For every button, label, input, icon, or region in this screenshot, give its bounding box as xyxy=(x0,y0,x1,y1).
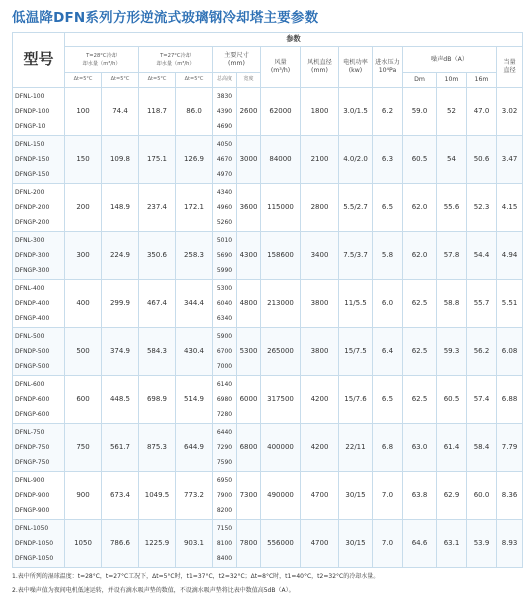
motor-cell: 15/7.6 xyxy=(339,376,373,424)
flow-cell: 200 xyxy=(65,184,102,232)
flow-cell: 500 xyxy=(65,328,102,376)
model-name: DFNDP-400 xyxy=(15,300,50,307)
air-header: 风量 (m³/h) xyxy=(261,47,301,88)
diam-cell: 4.94 xyxy=(497,232,523,280)
dm-cell: 62.5 xyxy=(403,280,437,328)
model-name: DFNL-750 xyxy=(15,429,45,436)
diam-cell: 8.93 xyxy=(497,520,523,568)
flow-b-header: T=27°C冷却 却水量（m³/h） xyxy=(139,47,213,73)
fan-cell: 4700 xyxy=(301,520,339,568)
model-name: DFNDP-900 xyxy=(15,492,50,499)
flow-cell: 86.0 xyxy=(176,88,213,136)
model-cell xyxy=(13,472,65,520)
flow-cell: 74.4 xyxy=(102,88,139,136)
dm-cell: 63.0 xyxy=(403,424,437,472)
height-value: 5300 xyxy=(216,285,233,292)
flow-cell: 514.9 xyxy=(176,376,213,424)
flow-cell: 773.2 xyxy=(176,472,213,520)
flow-cell: 1050 xyxy=(65,520,102,568)
air-cell: 84000 xyxy=(261,136,301,184)
motor-cell: 3.0/1.5 xyxy=(339,88,373,136)
motor-cell: 30/15 xyxy=(339,520,373,568)
m10-cell: 60.5 xyxy=(437,376,467,424)
width-cell: 5300 xyxy=(237,328,261,376)
flow-cell: 644.9 xyxy=(176,424,213,472)
motor-header: 电机功率 (kw) xyxy=(339,47,373,88)
width-cell: 4300 xyxy=(237,232,261,280)
params-header: 参数 xyxy=(65,33,523,47)
height-cell xyxy=(213,424,237,472)
width-cell: 3000 xyxy=(237,136,261,184)
height-cell xyxy=(213,88,237,136)
noise-16m-header: 16m xyxy=(467,73,497,88)
dm-cell: 63.8 xyxy=(403,472,437,520)
flow-cell: 118.7 xyxy=(139,88,176,136)
pressure-cell: 6.5 xyxy=(373,376,403,424)
m10-cell: 55.6 xyxy=(437,184,467,232)
table-row xyxy=(13,184,523,232)
dm-cell: 62.5 xyxy=(403,328,437,376)
dm-cell: 64.6 xyxy=(403,520,437,568)
height-cell xyxy=(213,232,237,280)
table-row xyxy=(13,472,523,520)
fan-cell: 4700 xyxy=(301,472,339,520)
flow-cell: 600 xyxy=(65,376,102,424)
m10-cell: 63.1 xyxy=(437,520,467,568)
motor-cell: 5.5/2.7 xyxy=(339,184,373,232)
flow-cell: 350.6 xyxy=(139,232,176,280)
m16-cell: 55.7 xyxy=(467,280,497,328)
flow-cell: 786.6 xyxy=(102,520,139,568)
air-cell: 213000 xyxy=(261,280,301,328)
height-value: 6980 xyxy=(216,396,233,403)
diam-cell: 4.15 xyxy=(497,184,523,232)
height-value: 7900 xyxy=(216,492,233,499)
height-cell xyxy=(213,376,237,424)
motor-cell: 15/7.5 xyxy=(339,328,373,376)
model-name: DFNDP-300 xyxy=(15,252,50,259)
flow-cell: 109.8 xyxy=(102,136,139,184)
flow-cell: 903.1 xyxy=(176,520,213,568)
diam-cell: 5.51 xyxy=(497,280,523,328)
pressure-cell: 6.8 xyxy=(373,424,403,472)
flow-cell: 561.7 xyxy=(102,424,139,472)
m16-cell: 60.0 xyxy=(467,472,497,520)
table-body xyxy=(13,88,523,568)
height-value: 7290 xyxy=(216,444,233,451)
diam-cell: 6.08 xyxy=(497,328,523,376)
height-value: 7590 xyxy=(216,459,233,466)
air-cell: 490000 xyxy=(261,472,301,520)
width-cell: 6000 xyxy=(237,376,261,424)
model-cell xyxy=(13,88,65,136)
fan-cell: 2100 xyxy=(301,136,339,184)
flow-cell: 344.4 xyxy=(176,280,213,328)
height-cell xyxy=(213,184,237,232)
m10-cell: 52 xyxy=(437,88,467,136)
model-name: DFNL-150 xyxy=(15,141,45,148)
model-name: DFNDP-750 xyxy=(15,444,50,451)
model-cell xyxy=(13,280,65,328)
height-value: 4050 xyxy=(216,141,233,148)
m10-cell: 58.8 xyxy=(437,280,467,328)
fan-cell: 4200 xyxy=(301,376,339,424)
model-name: DFNL-900 xyxy=(15,477,45,484)
pressure-cell: 6.2 xyxy=(373,88,403,136)
diam-cell: 3.02 xyxy=(497,88,523,136)
pressure-cell: 7.0 xyxy=(373,520,403,568)
flow-a-header: T=28°C冷却 却水量（m³/h） xyxy=(65,47,139,73)
width-cell: 4800 xyxy=(237,280,261,328)
dt8-b-header: Δt=5°C xyxy=(176,73,213,88)
dims-header: 主要尺寸 (mm) xyxy=(213,47,261,73)
flow-cell: 300 xyxy=(65,232,102,280)
model-cell xyxy=(13,232,65,280)
motor-cell: 22/11 xyxy=(339,424,373,472)
pressure-cell: 5.8 xyxy=(373,232,403,280)
fan-cell: 1800 xyxy=(301,88,339,136)
fan-header: 风机直径 (mm) xyxy=(301,47,339,88)
height-value: 6140 xyxy=(216,381,233,388)
noise-dm-header: Dm xyxy=(403,73,437,88)
flow-cell: 467.4 xyxy=(139,280,176,328)
height-cell xyxy=(213,520,237,568)
model-name: DFNGP-400 xyxy=(15,315,50,322)
height-value: 7000 xyxy=(216,363,233,370)
height-cell xyxy=(213,328,237,376)
model-cell xyxy=(13,184,65,232)
spec-table xyxy=(12,32,523,568)
width-cell: 3600 xyxy=(237,184,261,232)
height-value: 4960 xyxy=(216,204,233,211)
height-cell xyxy=(213,136,237,184)
motor-cell: 11/5.5 xyxy=(339,280,373,328)
height-value: 7150 xyxy=(216,525,233,532)
m10-cell: 54 xyxy=(437,136,467,184)
air-cell: 556000 xyxy=(261,520,301,568)
flow-cell: 258.3 xyxy=(176,232,213,280)
flow-cell: 698.9 xyxy=(139,376,176,424)
height-value: 5990 xyxy=(216,267,233,274)
height-value: 4390 xyxy=(216,108,233,115)
model-name: DFNGP-600 xyxy=(15,411,50,418)
m16-cell: 50.6 xyxy=(467,136,497,184)
m16-cell: 53.9 xyxy=(467,520,497,568)
dm-cell: 62.0 xyxy=(403,232,437,280)
page-title: 低温降DFN系列方形逆流式玻璃钢冷却塔主要参数 xyxy=(12,10,319,26)
height-value: 6440 xyxy=(216,429,233,436)
table-row xyxy=(13,280,523,328)
m16-cell: 47.0 xyxy=(467,88,497,136)
model-cell xyxy=(13,520,65,568)
model-name: DFNDP-100 xyxy=(15,108,50,115)
table-row xyxy=(13,232,523,280)
model-name: DFNGP-150 xyxy=(15,171,50,178)
width-cell: 7800 xyxy=(237,520,261,568)
flow-cell: 430.4 xyxy=(176,328,213,376)
m16-cell: 54.4 xyxy=(467,232,497,280)
diameter-header: 当量 直径 xyxy=(497,47,523,88)
width-header: 宽度 xyxy=(237,73,261,88)
height-value: 6700 xyxy=(216,348,233,355)
table-row xyxy=(13,520,523,568)
width-cell: 2600 xyxy=(237,88,261,136)
model-name: DFNDP-600 xyxy=(15,396,50,403)
flow-cell: 673.4 xyxy=(102,472,139,520)
flow-cell: 148.9 xyxy=(102,184,139,232)
m16-cell: 52.3 xyxy=(467,184,497,232)
dm-cell: 62.5 xyxy=(403,376,437,424)
dt5-a-header: Δt=5°C xyxy=(65,73,102,88)
air-cell: 400000 xyxy=(261,424,301,472)
model-name: DFNDP-150 xyxy=(15,156,50,163)
motor-cell: 30/15 xyxy=(339,472,373,520)
fan-cell: 3800 xyxy=(301,328,339,376)
dt5-b-header: Δt=5°C xyxy=(139,73,176,88)
height-value: 4690 xyxy=(216,123,233,130)
model-name: DFNGP-750 xyxy=(15,459,50,466)
m10-cell: 61.4 xyxy=(437,424,467,472)
m10-cell: 57.8 xyxy=(437,232,467,280)
model-name: DFNGP-1050 xyxy=(15,555,54,562)
height-value: 7280 xyxy=(216,411,233,418)
fan-cell: 3800 xyxy=(301,280,339,328)
height-header: 总高度 xyxy=(213,73,237,88)
flow-cell: 224.9 xyxy=(102,232,139,280)
model-cell xyxy=(13,328,65,376)
flow-cell: 150 xyxy=(65,136,102,184)
air-cell: 158600 xyxy=(261,232,301,280)
height-value: 4340 xyxy=(216,189,233,196)
air-cell: 265000 xyxy=(261,328,301,376)
dm-cell: 60.5 xyxy=(403,136,437,184)
height-value: 4670 xyxy=(216,156,233,163)
model-name: DFNL-1050 xyxy=(15,525,49,532)
model-name: DFNL-600 xyxy=(15,381,45,388)
motor-cell: 4.0/2.0 xyxy=(339,136,373,184)
model-name: DFNDP-500 xyxy=(15,348,50,355)
model-cell xyxy=(13,376,65,424)
height-value: 8400 xyxy=(216,555,233,562)
dm-cell: 62.0 xyxy=(403,184,437,232)
m16-cell: 58.4 xyxy=(467,424,497,472)
model-name: DFNDP-200 xyxy=(15,204,50,211)
height-value: 4970 xyxy=(216,171,233,178)
diam-cell: 7.79 xyxy=(497,424,523,472)
height-value: 3830 xyxy=(216,93,233,100)
height-value: 5900 xyxy=(216,333,233,340)
flow-cell: 100 xyxy=(65,88,102,136)
flow-cell: 900 xyxy=(65,472,102,520)
model-name: DFNL-200 xyxy=(15,189,45,196)
height-value: 8100 xyxy=(216,540,233,547)
table-row xyxy=(13,424,523,472)
pressure-header: 进水压力 10⁴Pa xyxy=(373,47,403,88)
table-row xyxy=(13,88,523,136)
m16-cell: 57.4 xyxy=(467,376,497,424)
flow-cell: 400 xyxy=(65,280,102,328)
flow-cell: 126.9 xyxy=(176,136,213,184)
fan-cell: 2800 xyxy=(301,184,339,232)
pressure-cell: 6.5 xyxy=(373,184,403,232)
pressure-cell: 7.0 xyxy=(373,472,403,520)
model-header: 型号 xyxy=(13,33,65,88)
table-row xyxy=(13,376,523,424)
model-name: DFNL-300 xyxy=(15,237,45,244)
fan-cell: 4200 xyxy=(301,424,339,472)
height-value: 8200 xyxy=(216,507,233,514)
motor-cell: 7.5/3.7 xyxy=(339,232,373,280)
footnote: 2.表中噪声值为夜间电机低速运转，并设有滴水吸声垫的数值，不设滴水吸声垫将比表中数值高5dB（A）。 xyxy=(12,587,295,594)
height-value: 6340 xyxy=(216,315,233,322)
flow-cell: 1049.5 xyxy=(139,472,176,520)
model-name: DFNDP-1050 xyxy=(15,540,54,547)
diam-cell: 6.88 xyxy=(497,376,523,424)
dm-cell: 59.0 xyxy=(403,88,437,136)
air-cell: 62000 xyxy=(261,88,301,136)
flow-cell: 750 xyxy=(65,424,102,472)
flow-cell: 374.9 xyxy=(102,328,139,376)
model-name: DFNL-500 xyxy=(15,333,45,340)
model-cell xyxy=(13,424,65,472)
diam-cell: 8.36 xyxy=(497,472,523,520)
flow-cell: 175.1 xyxy=(139,136,176,184)
footnote: 1.表中所列的湿球温度：t=28°C，t=27°C工况下，Δt=5°C时，t1=37°C，t2=32°C；Δt=8°C时，t1=40°C，t2=32°C的冷却水量。 xyxy=(12,573,380,580)
flow-cell: 1225.9 xyxy=(139,520,176,568)
model-cell xyxy=(13,136,65,184)
height-value: 6950 xyxy=(216,477,233,484)
model-name: DFNGP-500 xyxy=(15,363,50,370)
flow-cell: 172.1 xyxy=(176,184,213,232)
table-row xyxy=(13,328,523,376)
flow-cell: 448.5 xyxy=(102,376,139,424)
footnotes xyxy=(12,570,502,598)
pressure-cell: 6.4 xyxy=(373,328,403,376)
m16-cell: 56.2 xyxy=(467,328,497,376)
flow-cell: 584.3 xyxy=(139,328,176,376)
height-cell xyxy=(213,280,237,328)
width-cell: 6800 xyxy=(237,424,261,472)
model-name: DFNGP-900 xyxy=(15,507,50,514)
height-value: 6040 xyxy=(216,300,233,307)
height-value: 5260 xyxy=(216,219,233,226)
fan-cell: 3400 xyxy=(301,232,339,280)
noise-10m-header: 10m xyxy=(437,73,467,88)
flow-cell: 299.9 xyxy=(102,280,139,328)
pressure-cell: 6.0 xyxy=(373,280,403,328)
model-name: DFNGP-10 xyxy=(15,123,46,130)
air-cell: 317500 xyxy=(261,376,301,424)
air-cell: 115000 xyxy=(261,184,301,232)
pressure-cell: 6.3 xyxy=(373,136,403,184)
table-row xyxy=(13,136,523,184)
model-name: DFNL-100 xyxy=(15,93,45,100)
model-name: DFNGP-200 xyxy=(15,219,50,226)
model-name: DFNGP-300 xyxy=(15,267,50,274)
noise-header: 噪声dB（A） xyxy=(403,47,497,73)
model-name: DFNL-400 xyxy=(15,285,45,292)
diam-cell: 3.47 xyxy=(497,136,523,184)
height-value: 5690 xyxy=(216,252,233,259)
flow-cell: 237.4 xyxy=(139,184,176,232)
dt8-a-header: Δt=5°C xyxy=(102,73,139,88)
height-cell xyxy=(213,472,237,520)
m10-cell: 59.3 xyxy=(437,328,467,376)
height-value: 5010 xyxy=(216,237,233,244)
m10-cell: 62.9 xyxy=(437,472,467,520)
width-cell: 7300 xyxy=(237,472,261,520)
flow-cell: 875.3 xyxy=(139,424,176,472)
